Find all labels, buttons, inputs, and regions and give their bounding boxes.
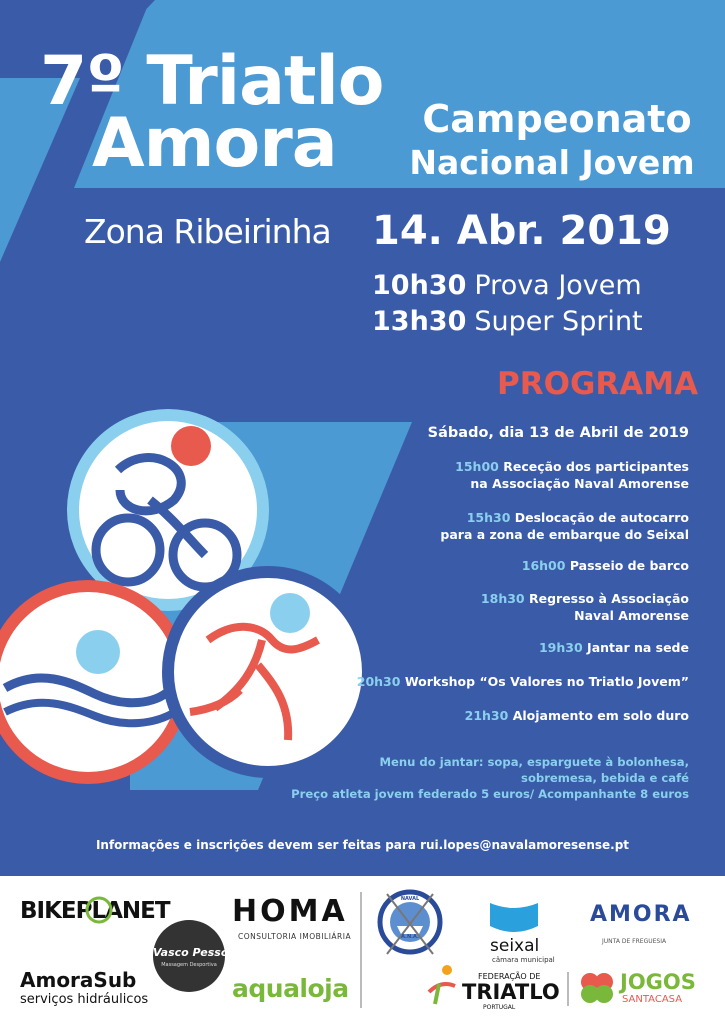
schedule-time: 19h30 <box>538 640 583 655</box>
championship-line-1: Campeonato <box>422 97 692 141</box>
jogos-logo: JOGOS <box>620 970 696 994</box>
ftp-figure-icon <box>425 962 459 1006</box>
vasco-name: Vasco Pessoa <box>153 946 236 959</box>
aqualoja-logo: aqualoja <box>232 974 349 1003</box>
menu-line: Menu do jantar: sopa, esparguete à bolonhesa, <box>379 755 689 769</box>
schedule-time: 18h30 <box>480 591 525 606</box>
schedule-text: Receção dos participantes <box>503 459 689 474</box>
amorasub-logo: AmoraSub <box>20 968 137 992</box>
race-row <box>372 306 643 337</box>
title-line-1: 7º Triatlo <box>40 42 384 121</box>
schedule-time: 15h30 <box>466 510 511 525</box>
schedule-text: Alojamento em solo duro <box>512 708 689 723</box>
seixal-wave-icon <box>488 896 540 936</box>
vasco-sub: Massagem Desportiva <box>161 962 217 968</box>
schedule-time: 15h00 <box>455 459 499 474</box>
programa-heading: PROGRAMA <box>497 366 699 402</box>
menu-line: sobremesa, bebida e café <box>521 771 689 786</box>
jogos-clover-icon <box>578 970 616 1006</box>
schedule-item <box>455 459 689 493</box>
race-name: Prova Jovem <box>474 270 642 301</box>
naval-top: NAVAL <box>400 896 420 902</box>
amorasub-sub: serviços hidráulicos <box>20 992 149 1007</box>
menu-block <box>291 754 689 803</box>
homa-logo: HOMA <box>232 894 348 929</box>
divider <box>360 892 362 1008</box>
schedule-time: 16h00 <box>521 558 566 573</box>
schedule-item <box>539 640 689 657</box>
amora-logo: AMORA <box>590 902 692 927</box>
schedule-text-2: para a zona de embarque do Seixal <box>440 526 689 542</box>
race-time: 10h30 <box>372 270 467 301</box>
schedule-text: Deslocação de autocarro <box>514 510 689 525</box>
programa-day: Sábado, dia 13 de Abril de 2019 <box>427 425 689 441</box>
schedule-text-2: na Associação Naval Amorense <box>470 475 689 491</box>
bikeplanet-logo: BIKEPLANET <box>20 898 170 924</box>
jogos-sub: SANTACASA <box>622 994 683 1005</box>
sponsors-bar <box>0 876 725 1024</box>
schedule-item <box>522 558 689 575</box>
ftp-line-1: FEDERAÇÃO DE <box>478 972 541 981</box>
race-row <box>372 270 642 301</box>
naval-bottom: A.N.A. <box>401 934 419 940</box>
homa-sub: CONSULTORIA IMOBILIÁRIA <box>238 932 352 941</box>
schedule-text: Passeio de barco <box>569 558 689 573</box>
event-date: 14. Abr. 2019 <box>372 208 671 254</box>
price-line: Preço atleta jovem federado 5 euros/ Acompanhante 8 euros <box>291 787 689 802</box>
divider <box>567 972 569 1006</box>
schedule-item <box>465 708 689 725</box>
championship-line-2: Nacional Jovem <box>409 143 695 182</box>
ftp-line-2: TRIATLO <box>462 980 560 1004</box>
seixal-sub: câmara municipal <box>492 956 555 964</box>
location: Zona Ribeirinha <box>84 212 331 251</box>
swimming-icon <box>0 586 184 778</box>
seixal-logo: seixal <box>490 936 540 956</box>
amora-sub: JUNTA DE FREGUESIA <box>602 938 667 945</box>
schedule-text: Jantar na sede <box>587 640 689 655</box>
schedule-item <box>440 510 689 544</box>
schedule-item <box>357 674 689 691</box>
schedule-text: Regresso à Associação <box>528 591 689 606</box>
running-icon <box>168 572 368 772</box>
schedule-text: Workshop “Os Valores no Triatlo Jovem” <box>404 674 689 689</box>
schedule-item <box>481 591 689 625</box>
ftp-line-3: PORTUGAL <box>483 1004 516 1011</box>
race-time: 13h30 <box>372 306 467 337</box>
race-name: Super Sprint <box>474 306 643 337</box>
title-line-2: Amora <box>92 104 337 183</box>
bikeplanet-globe-icon <box>84 894 114 926</box>
schedule-text-2: Naval Amorense <box>574 607 689 623</box>
info-line: Informações e inscrições devem ser feitas para rui.lopes@navalamoresense.pt <box>95 838 630 852</box>
schedule-time: 20h30 <box>356 674 401 689</box>
schedule-time: 21h30 <box>464 708 509 723</box>
